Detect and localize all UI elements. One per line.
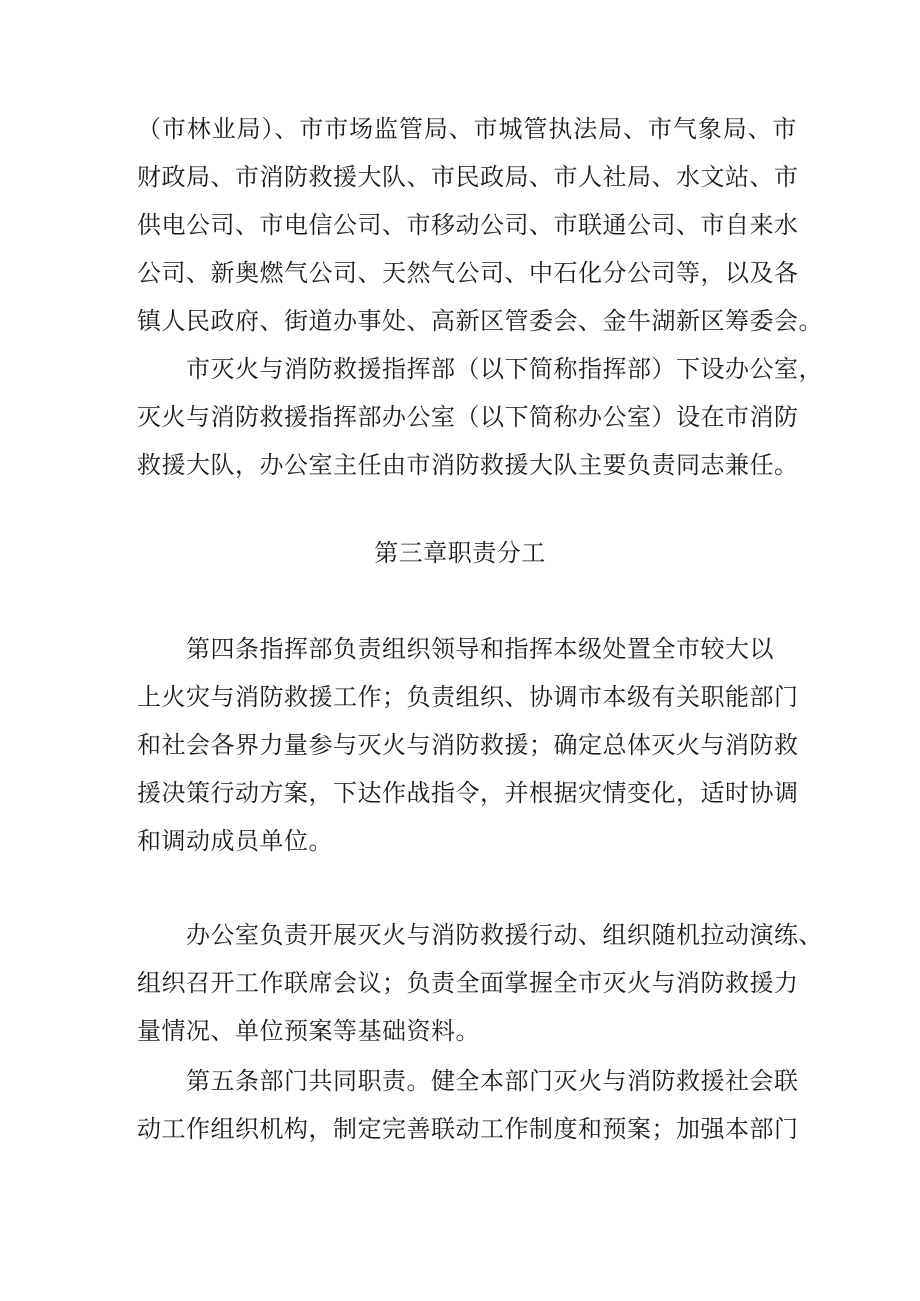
chapter-heading: 第三章职责分工 bbox=[374, 539, 546, 567]
text-line: 救援大队，办公室主任由市消防救援大队主要负责同志兼任。 bbox=[137, 451, 799, 479]
text-line: 和调动成员单位。 bbox=[137, 827, 333, 855]
text-line: 动工作组织机构，制定完善联动工作制度和预案；加强本部门 bbox=[137, 1115, 799, 1143]
text-line: 镇人民政府、街道办事处、高新区管委会、金牛湖新区筹委会。 bbox=[137, 307, 823, 335]
text-line: 办公室负责开展灭火与消防救援行动、组织随机拉动演练、 bbox=[186, 921, 823, 949]
text-line: 援决策行动方案，下达作战指令，并根据灾情变化，适时协调 bbox=[137, 779, 799, 807]
text-line: 第五条部门共同职责。健全本部门灭火与消防救援社会联 bbox=[186, 1067, 799, 1095]
text-line: 上火灾与消防救援工作；负责组织、协调市本级有关职能部门 bbox=[137, 683, 799, 711]
text-line: 灭火与消防救援指挥部办公室（以下简称办公室）设在市消防 bbox=[137, 403, 799, 431]
text-line: 量情况、单位预案等基础资料。 bbox=[137, 1017, 480, 1045]
text-line: 公司、新奥燃气公司、天然气公司、中石化分公司等，以及各 bbox=[137, 259, 799, 287]
text-line: 第四条指挥部负责组织领导和指挥本级处置全市较大以 bbox=[186, 635, 774, 663]
text-line: 供电公司、市电信公司、市移动公司、市联通公司、市自来水 bbox=[137, 211, 799, 239]
text-line: （市林业局）、市市场监管局、市城管执法局、市气象局、市 bbox=[137, 115, 797, 143]
text-line: 和社会各界力量参与灭火与消防救援；确定总体灭火与消防救 bbox=[137, 731, 799, 759]
text-line: 财政局、市消防救援大队、市民政局、市人社局、水文站、市 bbox=[137, 163, 799, 191]
text-line: 组织召开工作联席会议；负责全面掌握全市灭火与消防救援力 bbox=[137, 969, 799, 997]
text-line: 市灭火与消防救援指挥部（以下简称指挥部）下设办公室， bbox=[186, 355, 823, 383]
